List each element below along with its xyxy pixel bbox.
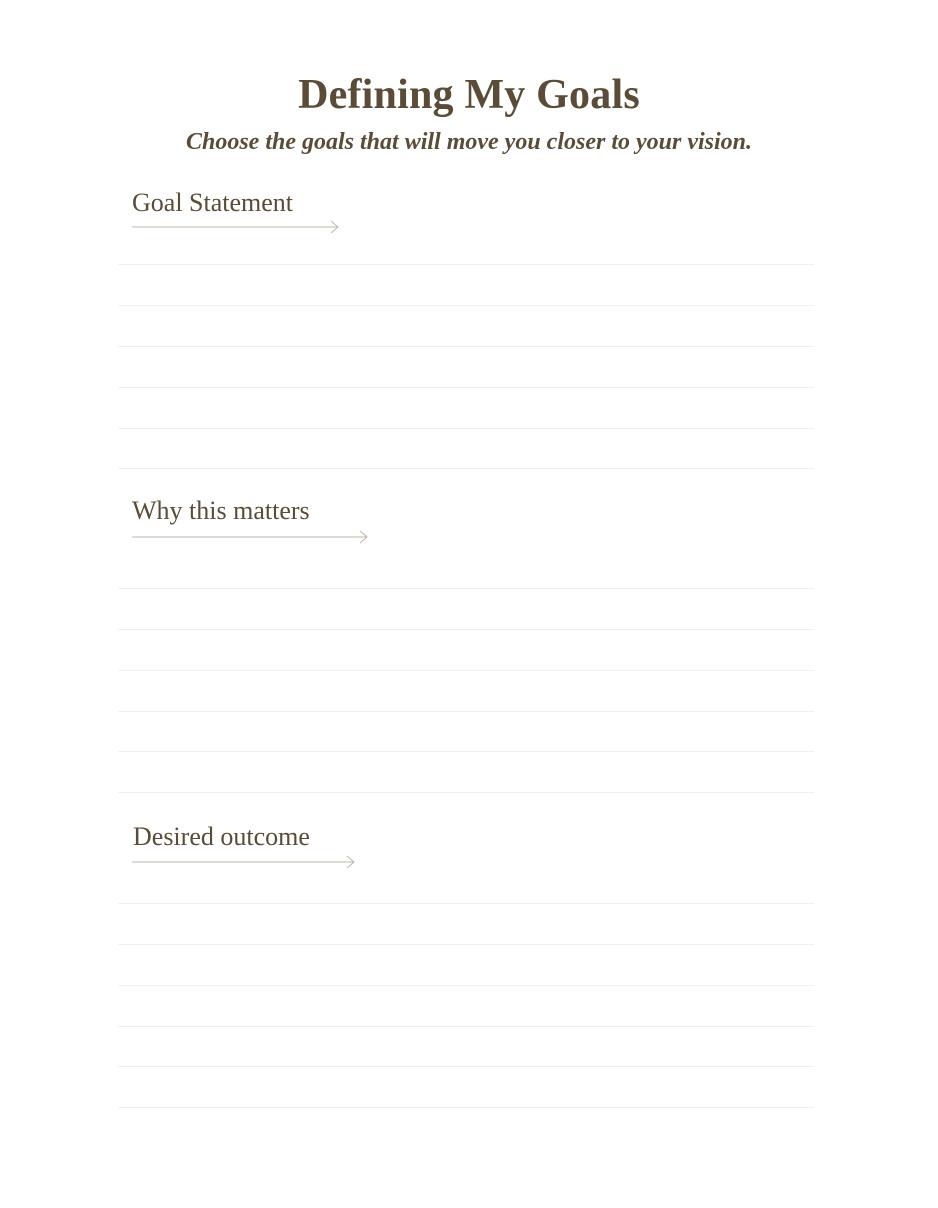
page-subtitle: Choose the goals that will move you closer to your vision. — [185, 129, 753, 155]
arrow-right-icon — [132, 220, 339, 234]
writing-line[interactable] — [118, 629, 814, 630]
writing-line[interactable] — [118, 944, 814, 945]
writing-line[interactable] — [118, 588, 814, 589]
writing-line[interactable] — [118, 305, 814, 306]
writing-line[interactable] — [118, 903, 814, 904]
section-label: Goal Statement — [132, 188, 294, 217]
section-label: Why this matters — [132, 496, 310, 525]
writing-line[interactable] — [118, 792, 814, 793]
arrow-right-icon — [132, 530, 368, 544]
writing-line[interactable] — [118, 711, 814, 712]
section-label: Desired outcome — [133, 822, 310, 851]
page-title: Defining My Goals — [298, 72, 640, 118]
writing-line[interactable] — [118, 1066, 814, 1067]
arrow-right-icon — [132, 855, 355, 869]
writing-line[interactable] — [118, 985, 814, 986]
writing-line[interactable] — [118, 264, 814, 265]
writing-line[interactable] — [118, 468, 814, 469]
writing-line[interactable] — [118, 387, 814, 388]
writing-line[interactable] — [118, 346, 814, 347]
writing-line[interactable] — [118, 751, 814, 752]
writing-line[interactable] — [118, 428, 814, 429]
writing-line[interactable] — [118, 1107, 814, 1108]
writing-line[interactable] — [118, 670, 814, 671]
writing-line[interactable] — [118, 1026, 814, 1027]
